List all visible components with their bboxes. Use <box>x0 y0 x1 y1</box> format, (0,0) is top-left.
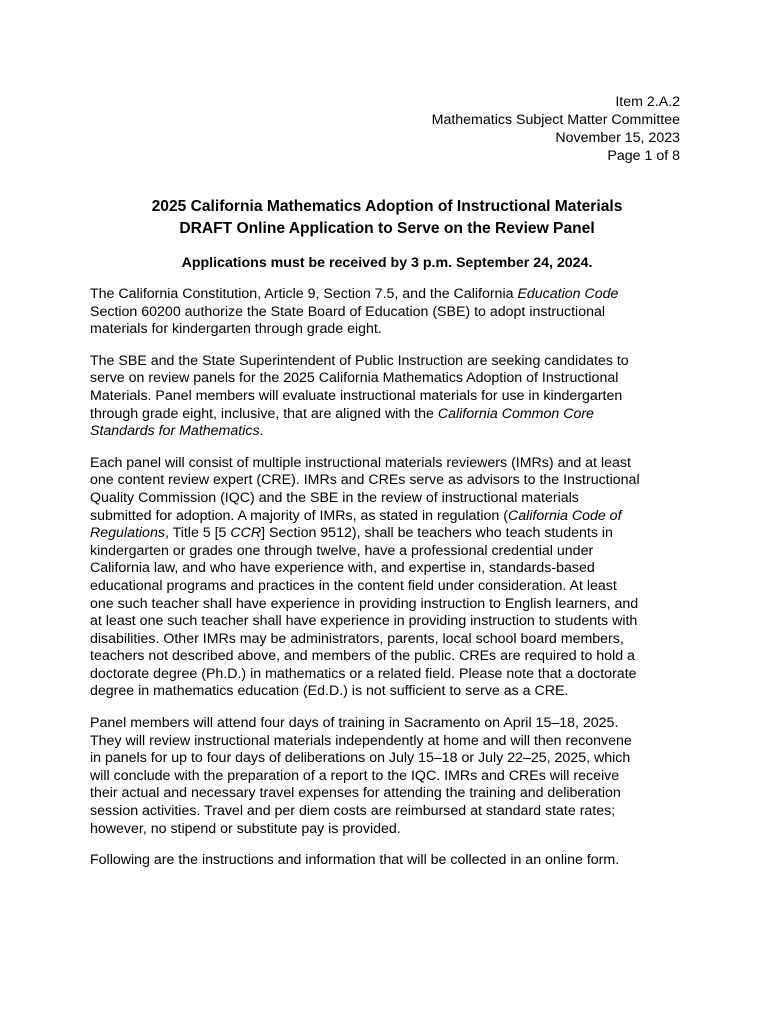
meeting-date: November 15, 2023 <box>555 130 680 146</box>
paragraph-constitution <box>90 286 684 339</box>
italic-reference: California Common Core <box>437 405 594 422</box>
text-line: degree in mathematics education (Ed.D.) is not sufficient to serve as a CRE. <box>90 683 569 700</box>
text-run: . <box>259 423 264 440</box>
text-line: their actual and necessary travel expenses for attending the training and deliberation <box>90 785 621 802</box>
text-line: The SBE and the State Superintendent of Public Instruction are seeking candidates to <box>90 352 629 369</box>
italic-reference: Education Code <box>517 286 619 302</box>
paragraph-panel-composition <box>90 455 684 701</box>
document-header <box>432 93 680 165</box>
text-line: educational programs and practices in the content field under consideration. At least <box>90 577 617 594</box>
italic-reference: California Code of <box>507 507 622 524</box>
italic-reference: Regulations <box>90 525 165 542</box>
text-line: kindergarten or grades one through twelve, have a professional credential under <box>90 542 594 559</box>
text-line: one content review expert (CRE). IMRs and CREs serve as advisors to the Instructional <box>90 472 640 489</box>
text-line: Panel members will attend four days of training in Sacramento on April 15–18, 2025. <box>90 715 619 732</box>
text-run: through grade eight, inclusive, that are aligned with the <box>90 405 438 422</box>
text-line: disabilities. Other IMRs may be administrators, parents, local school board members, <box>90 630 624 647</box>
text-line <box>90 525 684 543</box>
paragraph-seeking-candidates <box>90 353 684 441</box>
title-line-1: 2025 California Mathematics Adoption of Instructional Materials <box>151 198 623 215</box>
paragraph-training-schedule <box>90 715 684 838</box>
text-line: Following are the instructions and information that will be collected in an online form. <box>90 852 620 869</box>
text-line: Each panel will consist of multiple instructional materials reviewers (IMRs) and at least <box>90 454 631 471</box>
page-number: Page 1 of 8 <box>607 148 680 164</box>
text-line: one such teacher shall have experience in providing instruction to English learners, and <box>90 595 639 612</box>
text-line <box>90 286 684 304</box>
italic-reference: CCR <box>230 525 262 542</box>
text-line: at least one such teacher shall have experience in providing instruction to students with <box>90 613 638 630</box>
page-title <box>90 196 684 240</box>
text-line: will conclude with the preparation of a report to the IQC. IMRs and CREs will receive <box>90 767 620 784</box>
text-line <box>90 508 684 526</box>
text-line: doctorate degree (Ph.D.) in mathematics or a related field. Please note that a doctorate <box>90 665 637 682</box>
text-line: Quality Commission (IQC) and the SBE in the review of instructional materials <box>90 489 579 506</box>
text-line <box>90 423 684 441</box>
text-line: teachers not described above, and members of the public. CREs are required to hold a <box>90 648 635 665</box>
text-line: They will review instructional materials independently at home and will then reconvene <box>90 732 632 749</box>
text-run: The California Constitution, Article 9, Section 7.5, and the California <box>90 286 518 302</box>
committee-name: Mathematics Subject Matter Committee <box>431 112 680 128</box>
text-line: materials for kindergarten through grade eight. <box>90 321 382 338</box>
paragraph-instructions-intro <box>90 852 684 870</box>
text-run: submitted for adoption. A majority of IMRs, as stated in regulation ( <box>90 507 508 524</box>
text-line: Section 60200 authorize the State Board of Education (SBE) to adopt instructional <box>90 303 606 320</box>
text-line: serve on review panels for the 2025 California Mathematics Adoption of Instructional <box>90 370 619 387</box>
text-run: , Title 5 [5 <box>164 525 231 542</box>
text-line: Materials. Panel members will evaluate instructional materials for use in kindergarten <box>90 387 623 404</box>
text-line <box>90 406 684 424</box>
text-line: session activities. Travel and per diem costs are reimbursed at standard state rates; <box>90 803 616 820</box>
application-deadline: Applications must be received by 3 p.m. September 24, 2024. <box>181 255 593 271</box>
italic-reference: Standards for Mathematics <box>90 423 260 440</box>
item-number: Item 2.A.2 <box>615 94 680 110</box>
text-line: however, no stipend or substitute pay is provided. <box>90 820 401 837</box>
title-line-2: DRAFT Online Application to Serve on the Review Panel <box>179 220 595 237</box>
text-run: ] Section 9512), shall be teachers who teach students in <box>261 525 613 542</box>
text-line: California law, and who have experience with, and expertise in, standards-based <box>90 560 595 577</box>
document-body <box>90 286 684 884</box>
text-line: in panels for up to four days of deliberations on July 15–18 or July 22–25, 2025, which <box>90 750 631 767</box>
